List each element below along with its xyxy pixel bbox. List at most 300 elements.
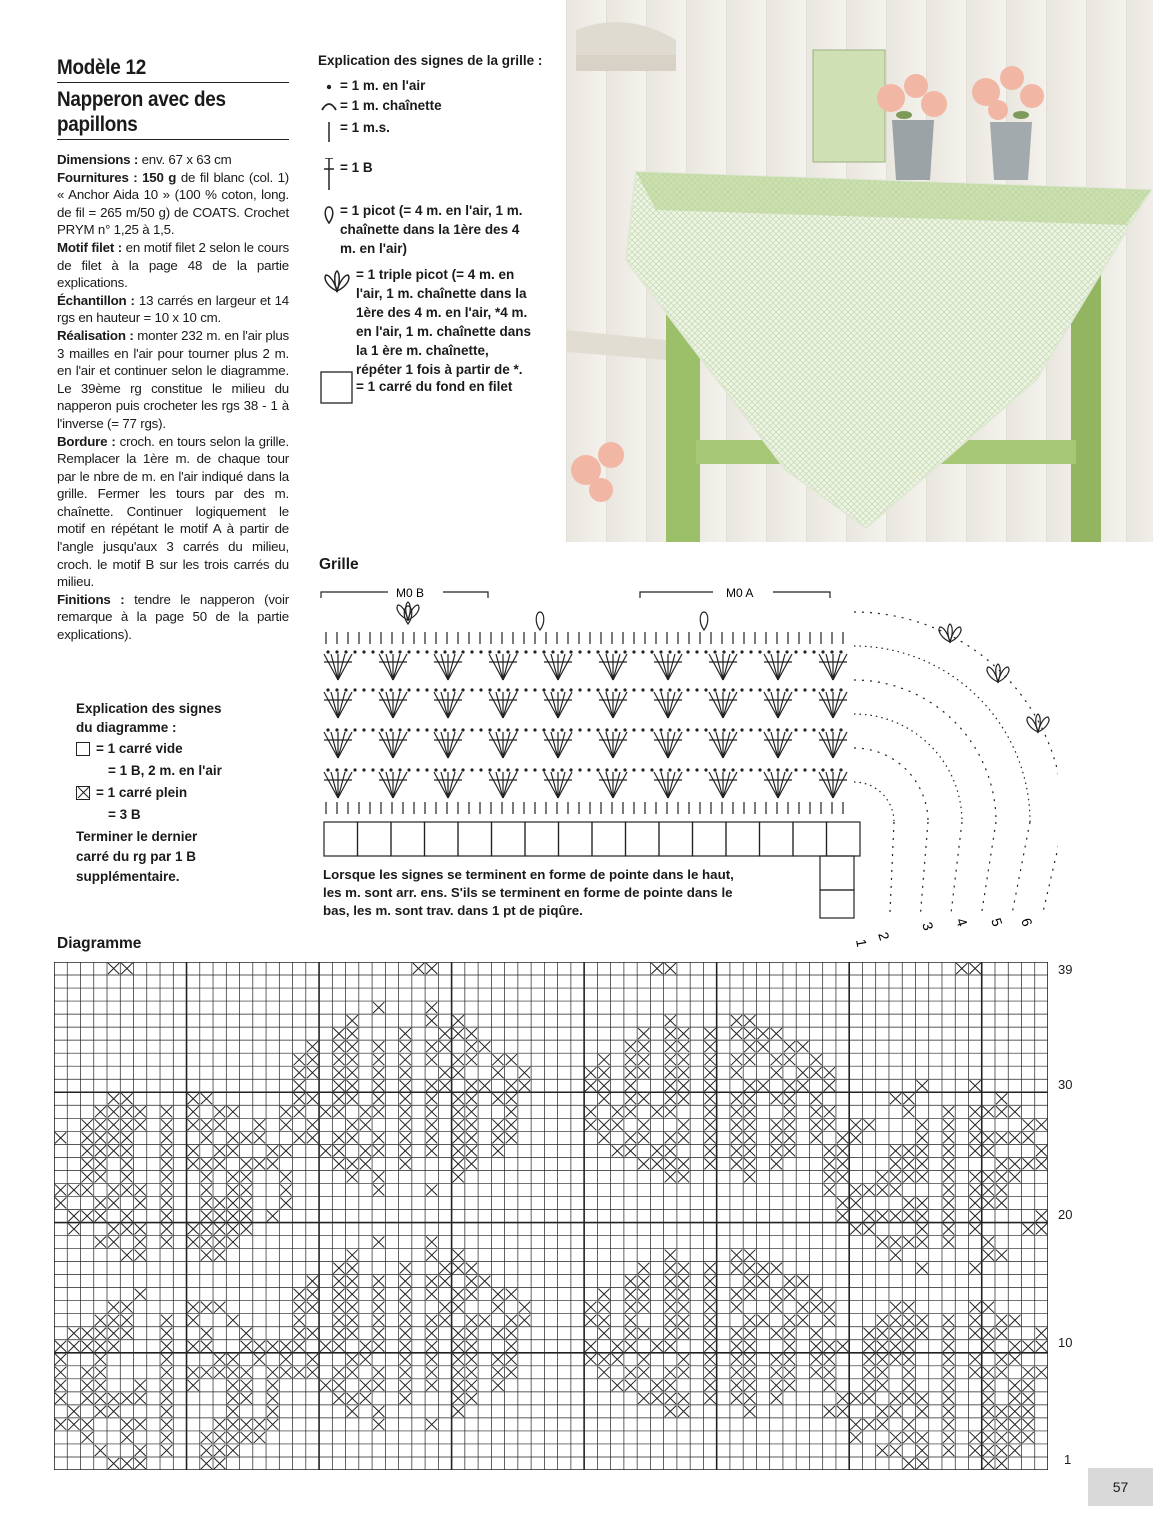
filled-square <box>466 1289 477 1300</box>
filled-square <box>585 1315 596 1326</box>
filled-square <box>188 1145 199 1156</box>
chain-dot <box>812 650 815 653</box>
chain-dot <box>470 650 473 653</box>
filled-square <box>267 1341 278 1352</box>
corner-round-side <box>890 822 894 912</box>
filled-square <box>400 1028 411 1039</box>
instruction-text: monter 232 m. en l'air plus 3 mailles en l'air pour tourner plus 2 m. en l'air et continuer selon le diagramme. Le 39ème rg constitue le milieu du napperon puis crocheter les rgs 38 - 1 à l'inverse (= 77 rgs). <box>57 327 290 431</box>
triple-picot-mark <box>987 664 1009 682</box>
filled-square <box>903 1458 914 1469</box>
filled-square <box>678 1354 689 1365</box>
filled-square <box>241 1393 252 1404</box>
filled-square <box>996 1328 1007 1339</box>
double-crochet-fan <box>764 654 792 680</box>
filled-square <box>916 1458 927 1469</box>
filled-square <box>55 1197 66 1208</box>
filled-square <box>731 1145 742 1156</box>
filled-square <box>585 1067 596 1078</box>
filled-square <box>784 1119 795 1130</box>
instruction-text: env. 67 x 63 cm <box>138 152 232 167</box>
chain-dot <box>722 728 725 731</box>
filled-square <box>479 1041 490 1052</box>
filled-square <box>903 1315 914 1326</box>
filled-square <box>704 1328 715 1339</box>
chain-dot <box>713 650 716 653</box>
filled-square <box>863 1328 874 1339</box>
diagram-gridlines <box>54 962 1048 1470</box>
filled-square <box>678 1367 689 1378</box>
chain-dot <box>398 768 401 771</box>
filled-square <box>426 1380 437 1391</box>
filled-square <box>227 1210 238 1221</box>
filled-square <box>863 1341 874 1352</box>
filled-square <box>678 1093 689 1104</box>
filled-square <box>227 1406 238 1417</box>
filled-square <box>426 1119 437 1130</box>
chain-dot <box>794 728 797 731</box>
filled-square <box>241 1419 252 1430</box>
filled-square <box>95 1237 106 1248</box>
filled-square <box>797 1276 808 1287</box>
filled-square <box>426 1354 437 1365</box>
filled-square <box>453 1367 464 1378</box>
filled-square <box>82 1132 93 1143</box>
filled-square <box>731 1302 742 1313</box>
grid-legend-item <box>318 265 548 379</box>
double-crochet-fan <box>709 692 737 718</box>
filet-square <box>760 822 794 856</box>
filled-square <box>996 1406 1007 1417</box>
double-crochet-fan <box>544 692 572 718</box>
filled-square <box>95 1132 106 1143</box>
chain-dot <box>461 728 464 731</box>
filled-square <box>678 1315 689 1326</box>
double-crochet-fan <box>654 654 682 680</box>
filet-square <box>793 822 827 856</box>
double-crochet-fan <box>709 732 737 758</box>
filled-square <box>161 1119 172 1130</box>
chain-dot <box>605 768 608 771</box>
filled-square <box>214 1224 225 1235</box>
chain-dot <box>695 728 698 731</box>
chain-dot <box>542 650 545 653</box>
chain-dot <box>335 650 338 653</box>
chain-dot <box>407 768 410 771</box>
filled-square <box>678 1406 689 1417</box>
instruction-paragraph <box>57 327 289 433</box>
filled-square <box>108 1341 119 1352</box>
filled-square <box>969 1263 980 1274</box>
filled-square <box>347 1263 358 1274</box>
chain-dot <box>407 650 410 653</box>
filled-square <box>307 1054 318 1065</box>
corner-round <box>854 646 1030 822</box>
filled-square <box>784 1106 795 1117</box>
filled-square <box>943 1328 954 1339</box>
filled-square <box>426 1250 437 1261</box>
chain-dot <box>452 728 455 731</box>
filled-square <box>771 1380 782 1391</box>
filled-square <box>903 1106 914 1117</box>
chain-dot <box>713 768 716 771</box>
filled-square <box>373 1367 384 1378</box>
filled-square <box>333 1341 344 1352</box>
filled-square <box>678 1041 689 1052</box>
grille-round-numbers <box>853 916 1036 948</box>
filled-square <box>996 1432 1007 1443</box>
filled-square <box>996 1171 1007 1182</box>
filled-square <box>704 1263 715 1274</box>
chain-dot <box>497 728 500 731</box>
filled-square <box>400 1119 411 1130</box>
filled-square <box>784 1276 795 1287</box>
filled-square <box>453 1250 464 1261</box>
filled-square <box>704 1041 715 1052</box>
filled-square <box>771 1367 782 1378</box>
filled-square <box>68 1328 79 1339</box>
filled-square <box>347 1328 358 1339</box>
chain-dot <box>785 650 788 653</box>
grid-legend-item <box>318 371 512 405</box>
chain-dot <box>470 728 473 731</box>
filled-square <box>916 1210 927 1221</box>
chain-dot <box>740 768 743 771</box>
filled-square <box>121 1106 132 1117</box>
filled-square <box>161 1315 172 1326</box>
filled-square <box>1009 1341 1020 1352</box>
filled-square <box>82 1367 93 1378</box>
filled-square <box>121 1458 132 1469</box>
filled-square <box>969 1224 980 1235</box>
chain-dot <box>506 650 509 653</box>
filled-square <box>280 1367 291 1378</box>
filled-square <box>784 1041 795 1052</box>
chain-dot <box>461 650 464 653</box>
chain-dot <box>695 688 698 691</box>
filled-square <box>373 1184 384 1195</box>
filled-square <box>850 1224 861 1235</box>
chain-dot <box>641 728 644 731</box>
chain-dot <box>578 768 581 771</box>
filled-square <box>95 1315 106 1326</box>
filled-square <box>665 1276 676 1287</box>
filled-square <box>108 1458 119 1469</box>
chain-dot <box>596 650 599 653</box>
filled-square <box>903 1432 914 1443</box>
filled-square <box>784 1328 795 1339</box>
filled-square <box>108 1302 119 1313</box>
filled-square <box>969 1328 980 1339</box>
chain-dot <box>650 650 653 653</box>
filled-square <box>996 1445 1007 1456</box>
double-crochet-fan <box>324 654 352 680</box>
filled-square <box>1009 1315 1020 1326</box>
filled-square <box>598 1367 609 1378</box>
filled-square <box>996 1132 1007 1143</box>
filled-square <box>241 1432 252 1443</box>
filled-square <box>400 1093 411 1104</box>
filled-square <box>585 1080 596 1091</box>
filled-square <box>731 1067 742 1078</box>
filled-square <box>598 1328 609 1339</box>
filled-square <box>903 1210 914 1221</box>
filled-square <box>784 1080 795 1091</box>
filled-square <box>903 1419 914 1430</box>
filled-square <box>903 1302 914 1313</box>
chain-dot <box>785 768 788 771</box>
filled-square <box>214 1197 225 1208</box>
filled-square <box>625 1041 636 1052</box>
chain-dot <box>569 728 572 731</box>
filled-square <box>55 1354 66 1365</box>
filled-square <box>665 1028 676 1039</box>
chain-dot <box>830 688 833 691</box>
filled-square <box>320 1341 331 1352</box>
chain-dot <box>695 768 698 771</box>
filled-square <box>161 1393 172 1404</box>
chain-dot <box>362 728 365 731</box>
filled-square <box>280 1119 291 1130</box>
chain-dot <box>794 650 797 653</box>
filled-square <box>877 1210 888 1221</box>
filled-square <box>665 1393 676 1404</box>
filled-square <box>121 1224 132 1235</box>
filled-square <box>996 1106 1007 1117</box>
corner-round-side <box>951 822 962 912</box>
chain-dot <box>479 768 482 771</box>
chain-dot <box>380 728 383 731</box>
chain-dot <box>452 650 455 653</box>
filled-square <box>665 1106 676 1117</box>
filled-square <box>1009 1132 1020 1143</box>
filled-square <box>678 1276 689 1287</box>
filled-square <box>453 1171 464 1182</box>
filled-square <box>665 1263 676 1274</box>
filled-square <box>227 1393 238 1404</box>
filled-square <box>731 1328 742 1339</box>
filled-square <box>983 1145 994 1156</box>
filled-square <box>837 1341 848 1352</box>
chain-dot <box>353 728 356 731</box>
filled-square <box>294 1067 305 1078</box>
filled-square <box>108 1328 119 1339</box>
filled-square <box>810 1289 821 1300</box>
chain-dot <box>812 728 815 731</box>
chain-dot <box>677 768 680 771</box>
chain-dot <box>479 650 482 653</box>
filled-square <box>903 1354 914 1365</box>
chain-dot <box>398 650 401 653</box>
double-crochet-fan <box>654 772 682 798</box>
double-crochet-fan <box>434 692 462 718</box>
filled-square <box>121 1328 132 1339</box>
filled-square <box>466 1054 477 1065</box>
filled-square <box>492 1054 503 1065</box>
filled-square <box>983 1419 994 1430</box>
filet-square <box>559 822 593 856</box>
chain-dot <box>353 688 356 691</box>
filled-square <box>757 1028 768 1039</box>
filled-square <box>453 1289 464 1300</box>
filled-square <box>1009 1354 1020 1365</box>
filled-square <box>466 1132 477 1143</box>
filled-square <box>373 1302 384 1313</box>
filled-square <box>254 1158 265 1169</box>
filled-square <box>969 1315 980 1326</box>
filled-square <box>214 1419 225 1430</box>
filled-square <box>916 1158 927 1169</box>
corner-round-side <box>982 822 996 912</box>
filled-square <box>201 1367 212 1378</box>
filled-square <box>294 1302 305 1313</box>
filled-square <box>426 1419 437 1430</box>
filled-square <box>824 1380 835 1391</box>
grid-legend-item <box>318 118 390 144</box>
chain-dot <box>641 688 644 691</box>
filled-square <box>1009 1419 1020 1430</box>
filled-square <box>810 1328 821 1339</box>
double-crochet-fan <box>544 654 572 680</box>
filled-square <box>744 1328 755 1339</box>
filled-square <box>360 1393 371 1404</box>
filled-square <box>824 1145 835 1156</box>
filled-square <box>400 1132 411 1143</box>
chain-dot <box>416 768 419 771</box>
filled-square <box>810 1119 821 1130</box>
chain-dot <box>785 688 788 691</box>
chain-dot <box>524 768 527 771</box>
filled-square <box>983 1380 994 1391</box>
filled-square <box>943 1237 954 1248</box>
filled-square <box>863 1210 874 1221</box>
chain-dot <box>767 650 770 653</box>
filled-square <box>704 1380 715 1391</box>
filled-square <box>665 1145 676 1156</box>
filled-square <box>280 1197 291 1208</box>
filled-square <box>877 1419 888 1430</box>
chain-dot <box>623 768 626 771</box>
chain-dot <box>335 688 338 691</box>
filled-square <box>678 1080 689 1091</box>
filled-square <box>347 1158 358 1169</box>
filled-square <box>943 1224 954 1235</box>
filled-square <box>188 1367 199 1378</box>
filled-square <box>333 1263 344 1274</box>
chain-dot <box>551 728 554 731</box>
filled-square <box>824 1106 835 1117</box>
filled-square <box>731 1119 742 1130</box>
filled-square <box>426 1184 437 1195</box>
filled-square <box>95 1393 106 1404</box>
filled-square <box>678 1328 689 1339</box>
filled-square <box>121 1210 132 1221</box>
filled-square <box>492 1145 503 1156</box>
chain-dot <box>389 728 392 731</box>
chain-dot <box>614 768 617 771</box>
filled-square <box>201 1328 212 1339</box>
filled-square <box>333 1054 344 1065</box>
filled-square <box>121 1145 132 1156</box>
filled-square <box>333 1080 344 1091</box>
filled-square <box>201 1158 212 1169</box>
filled-square <box>651 1380 662 1391</box>
filled-square <box>625 1302 636 1313</box>
chain-dot <box>578 728 581 731</box>
filled-square <box>333 1367 344 1378</box>
page-title-line2: papillons <box>57 113 138 136</box>
title-rule-bottom <box>57 139 289 140</box>
filled-square <box>744 1315 755 1326</box>
filled-square <box>439 1315 450 1326</box>
filled-square <box>108 1132 119 1143</box>
instruction-paragraph <box>57 591 289 644</box>
filled-square <box>903 1380 914 1391</box>
filled-square <box>214 1302 225 1313</box>
filled-square <box>943 1210 954 1221</box>
filled-square <box>201 1250 212 1261</box>
filled-square <box>82 1328 93 1339</box>
chain-dot <box>686 728 689 731</box>
filled-square <box>877 1237 888 1248</box>
filled-square <box>373 1341 384 1352</box>
filled-square <box>426 1341 437 1352</box>
filled-square <box>373 1106 384 1117</box>
chain-dot <box>776 650 779 653</box>
filled-square <box>95 1341 106 1352</box>
filled-square <box>188 1237 199 1248</box>
double-crochet-fan <box>379 692 407 718</box>
filled-square <box>943 1354 954 1365</box>
chain-dot <box>605 728 608 731</box>
filled-square <box>824 1302 835 1313</box>
filled-square <box>121 1158 132 1169</box>
filled-square <box>347 1289 358 1300</box>
filled-square <box>267 1419 278 1430</box>
chain-dot <box>542 728 545 731</box>
filled-square <box>771 1145 782 1156</box>
diagram-legend <box>76 700 276 886</box>
filled-square <box>426 1132 437 1143</box>
filled-square <box>784 1367 795 1378</box>
filled-square <box>466 1028 477 1039</box>
filled-square <box>426 1080 437 1091</box>
filled-square <box>280 1354 291 1365</box>
grille-note: Lorsque les signes se terminent en forme de pointe dans le haut, les m. sont arr. ens. S'ils se terminent en forme de pointe dans le bas, les m. sont trav. dans 1 pt de piqûre. <box>323 867 734 918</box>
filled-square <box>638 1158 649 1169</box>
filled-square <box>996 1419 1007 1430</box>
filled-square <box>996 1367 1007 1378</box>
chain-dot <box>704 650 707 653</box>
filled-square <box>983 1106 994 1117</box>
chain-dot <box>749 728 752 731</box>
chain-dot <box>749 688 752 691</box>
filled-square <box>943 1119 954 1130</box>
chain-dot <box>821 768 824 771</box>
filled-square <box>453 1393 464 1404</box>
grid-legend-text: = 1 m. chaînette <box>340 98 442 113</box>
filled-square <box>744 1080 755 1091</box>
filled-square <box>453 1145 464 1156</box>
double-crochet-fan <box>819 732 847 758</box>
filled-square <box>108 1145 119 1156</box>
filled-square <box>519 1315 530 1326</box>
filled-square <box>135 1458 146 1469</box>
chain-dot <box>776 688 779 691</box>
filled-square <box>400 1158 411 1169</box>
page-number-text: 57 <box>1112 1479 1129 1495</box>
filled-square <box>347 1041 358 1052</box>
filled-square <box>267 1210 278 1221</box>
